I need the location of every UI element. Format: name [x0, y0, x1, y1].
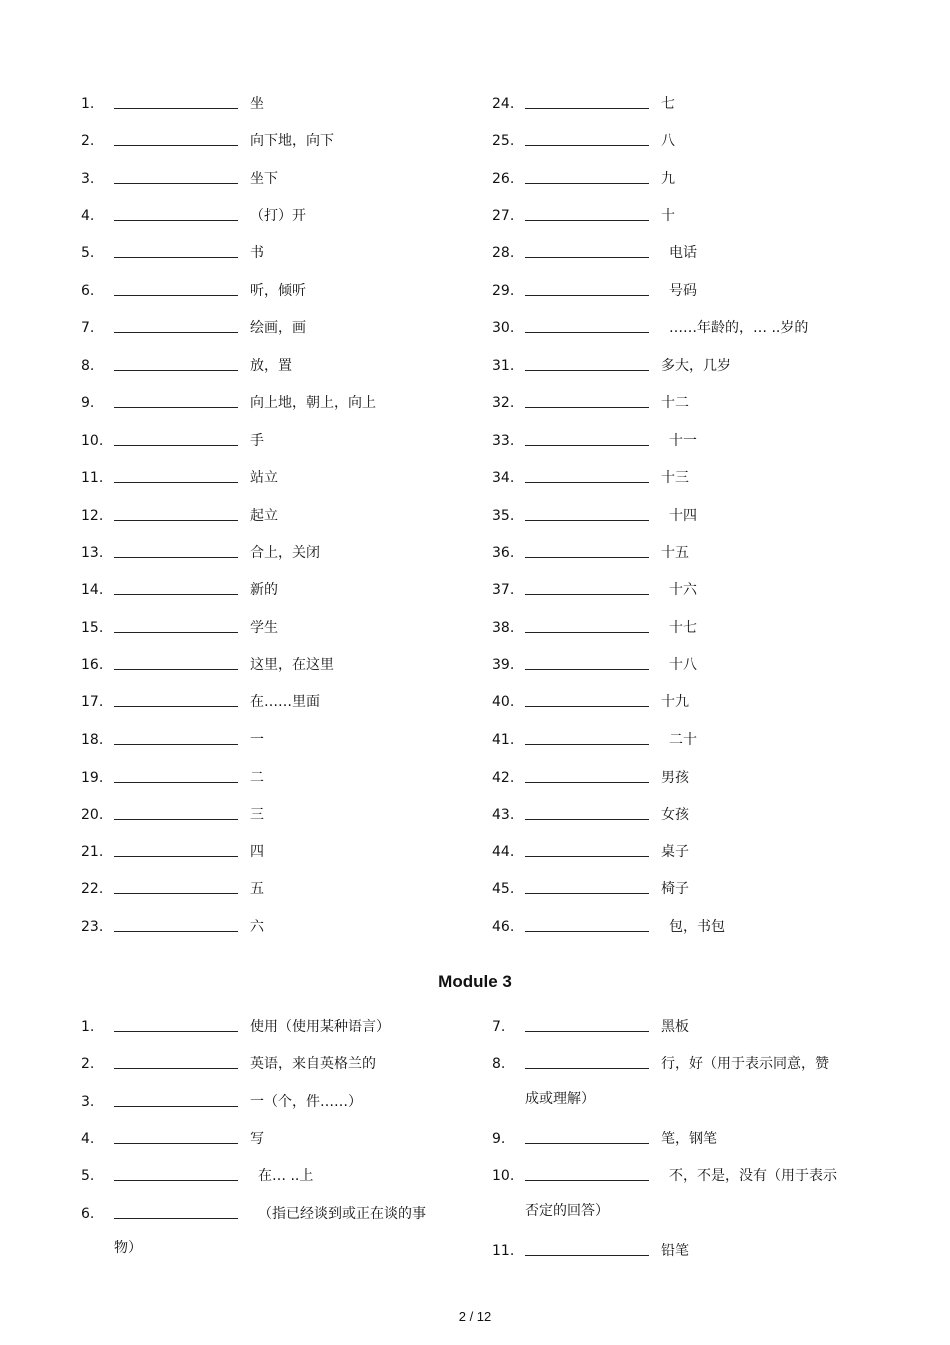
item-meaning: 黑板 [661, 1019, 689, 1035]
answer-blank[interactable] [114, 183, 238, 184]
item-meaning: 十 [661, 208, 675, 224]
item-number: 34. [492, 470, 515, 486]
item-meaning: 学生 [250, 620, 278, 636]
item-number: 19. [81, 770, 104, 786]
item-meaning: 坐下 [250, 171, 278, 187]
answer-blank[interactable] [114, 1106, 238, 1107]
answer-blank[interactable] [525, 594, 649, 595]
item-meaning: 合上，关闭 [250, 545, 320, 561]
answer-blank[interactable] [525, 819, 649, 820]
item-number: 22. [81, 881, 104, 897]
item-number: 21. [81, 844, 104, 860]
item-number: 10. [492, 1168, 515, 1184]
item-meaning: 在……里面 [250, 694, 320, 710]
item-number: 39. [492, 657, 515, 673]
item-meaning: （打）开 [250, 208, 306, 224]
item-number: 17. [81, 694, 104, 710]
item-number: 41. [492, 732, 515, 748]
answer-blank[interactable] [114, 1218, 238, 1219]
item-meaning: 三 [250, 807, 264, 823]
answer-blank[interactable] [525, 407, 649, 408]
answer-blank[interactable] [525, 744, 649, 745]
item-meaning: 使用（使用某种语言） [250, 1019, 390, 1035]
item-number: 10. [81, 433, 104, 449]
item-number: 30. [492, 320, 515, 336]
answer-blank[interactable] [525, 669, 649, 670]
item-meaning: 不，不是，没有（用于表示 [669, 1168, 837, 1184]
answer-blank[interactable] [114, 1068, 238, 1069]
item-number: 13. [81, 545, 104, 561]
item-number: 24. [492, 96, 515, 112]
item-meaning: 在… ..上 [258, 1168, 314, 1184]
item-number: 3. [81, 1094, 95, 1110]
item-meaning: 笔，钢笔 [661, 1131, 717, 1147]
answer-blank[interactable] [114, 1180, 238, 1181]
answer-blank[interactable] [525, 1143, 649, 1144]
item-number: 26. [492, 171, 515, 187]
item-meaning: 书 [250, 245, 264, 261]
answer-blank[interactable] [114, 482, 238, 483]
item-meaning: （指已经谈到或正在谈的事 [258, 1206, 426, 1222]
item-number: 5. [81, 245, 95, 261]
item-meaning: 铅笔 [661, 1243, 689, 1259]
item-meaning: 五 [250, 881, 264, 897]
item-meaning: 十七 [669, 620, 697, 636]
item-meaning: 这里，在这里 [250, 657, 334, 673]
answer-blank[interactable] [114, 407, 238, 408]
answer-blank[interactable] [525, 183, 649, 184]
item-meaning: 英语，来自英格兰的 [250, 1056, 376, 1072]
item-meaning: 二十 [669, 732, 697, 748]
item-number: 3. [81, 171, 95, 187]
answer-blank[interactable] [114, 632, 238, 633]
answer-blank[interactable] [114, 1143, 238, 1144]
item-number: 45. [492, 881, 515, 897]
answer-blank[interactable] [114, 744, 238, 745]
item-number: 32. [492, 395, 515, 411]
item-number: 7. [492, 1019, 506, 1035]
item-meaning: 起立 [250, 508, 278, 524]
item-number: 23. [81, 919, 104, 935]
item-meaning-continuation: 否定的回答） [525, 1203, 609, 1219]
answer-blank[interactable] [525, 1031, 649, 1032]
answer-blank[interactable] [114, 669, 238, 670]
item-number: 27. [492, 208, 515, 224]
item-meaning: 六 [250, 919, 264, 935]
answer-blank[interactable] [114, 594, 238, 595]
item-meaning: 十一 [669, 433, 697, 449]
item-meaning: 行，好（用于表示同意，赞 [661, 1056, 829, 1072]
item-number: 12. [81, 508, 104, 524]
answer-blank[interactable] [525, 220, 649, 221]
item-number: 2. [81, 133, 95, 149]
answer-blank[interactable] [114, 295, 238, 296]
item-meaning: 站立 [250, 470, 278, 486]
item-number: 33. [492, 433, 515, 449]
answer-blank[interactable] [525, 1255, 649, 1256]
item-number: 7. [81, 320, 95, 336]
item-number: 38. [492, 620, 515, 636]
answer-blank[interactable] [525, 370, 649, 371]
item-number: 6. [81, 283, 95, 299]
page-number: 2 / 12 [458, 1309, 492, 1324]
item-number: 14. [81, 582, 104, 598]
item-meaning: 女孩 [661, 807, 689, 823]
item-meaning: 桌子 [661, 844, 689, 860]
item-number: 11. [81, 470, 104, 486]
answer-blank[interactable] [525, 632, 649, 633]
answer-blank[interactable] [114, 893, 238, 894]
item-meaning: 听，倾听 [250, 283, 306, 299]
answer-blank[interactable] [114, 108, 238, 109]
item-number: 16. [81, 657, 104, 673]
item-meaning: 多大，几岁 [661, 358, 731, 374]
item-meaning: 坐 [250, 96, 264, 112]
answer-blank[interactable] [114, 706, 238, 707]
item-meaning-continuation: 成或理解） [525, 1091, 595, 1107]
item-number: 1. [81, 96, 95, 112]
item-number: 40. [492, 694, 515, 710]
item-number: 1. [81, 1019, 95, 1035]
item-number: 6. [81, 1206, 95, 1222]
answer-blank[interactable] [525, 108, 649, 109]
item-meaning: 绘画，画 [250, 320, 306, 336]
item-number: 2. [81, 1056, 95, 1072]
item-meaning: 十二 [661, 395, 689, 411]
item-number: 20. [81, 807, 104, 823]
answer-blank[interactable] [114, 220, 238, 221]
item-number: 31. [492, 358, 515, 374]
item-number: 8. [81, 358, 95, 374]
item-meaning: 向下地，向下 [250, 133, 334, 149]
answer-blank[interactable] [114, 257, 238, 258]
item-meaning: 十三 [661, 470, 689, 486]
item-number: 44. [492, 844, 515, 860]
answer-blank[interactable] [525, 482, 649, 483]
answer-blank[interactable] [525, 1180, 649, 1181]
item-meaning: 四 [250, 844, 264, 860]
item-meaning: 十六 [669, 582, 697, 598]
item-meaning: 男孩 [661, 770, 689, 786]
answer-blank[interactable] [114, 520, 238, 521]
item-meaning: 九 [661, 171, 675, 187]
item-meaning: 椅子 [661, 881, 689, 897]
answer-blank[interactable] [525, 856, 649, 857]
item-meaning: 七 [661, 96, 675, 112]
item-number: 42. [492, 770, 515, 786]
module-heading: Module 3 [438, 972, 512, 991]
answer-blank[interactable] [114, 782, 238, 783]
item-number: 5. [81, 1168, 95, 1184]
item-number: 35. [492, 508, 515, 524]
answer-blank[interactable] [525, 257, 649, 258]
item-meaning: 八 [661, 133, 675, 149]
answer-blank[interactable] [114, 931, 238, 932]
item-number: 25. [492, 133, 515, 149]
item-meaning: 向上地，朝上，向上 [250, 395, 376, 411]
item-meaning: 一 [250, 732, 264, 748]
answer-blank[interactable] [525, 520, 649, 521]
item-number: 15. [81, 620, 104, 636]
item-number: 29. [492, 283, 515, 299]
answer-blank[interactable] [525, 1068, 649, 1069]
item-meaning: 二 [250, 770, 264, 786]
answer-blank[interactable] [114, 370, 238, 371]
item-meaning-continuation: 物） [114, 1240, 142, 1256]
answer-blank[interactable] [114, 819, 238, 820]
item-meaning: 手 [250, 433, 264, 449]
item-number: 36. [492, 545, 515, 561]
answer-blank[interactable] [525, 893, 649, 894]
item-meaning: 新的 [250, 582, 278, 598]
item-meaning: 十四 [669, 508, 697, 524]
answer-blank[interactable] [525, 706, 649, 707]
item-number: 46. [492, 919, 515, 935]
item-number: 18. [81, 732, 104, 748]
item-meaning: 十五 [661, 545, 689, 561]
answer-blank[interactable] [114, 557, 238, 558]
answer-blank[interactable] [114, 145, 238, 146]
item-meaning: 一（个，件……） [250, 1094, 362, 1110]
answer-blank[interactable] [114, 445, 238, 446]
answer-blank[interactable] [525, 332, 649, 333]
answer-blank[interactable] [525, 557, 649, 558]
item-meaning: 电话 [669, 245, 697, 261]
item-number: 28. [492, 245, 515, 261]
answer-blank[interactable] [525, 295, 649, 296]
answer-blank[interactable] [525, 782, 649, 783]
item-number: 43. [492, 807, 515, 823]
item-number: 9. [81, 395, 95, 411]
answer-blank[interactable] [114, 856, 238, 857]
answer-blank[interactable] [525, 145, 649, 146]
item-meaning: 号码 [669, 283, 697, 299]
item-number: 8. [492, 1056, 506, 1072]
answer-blank[interactable] [114, 332, 238, 333]
item-meaning: 十八 [669, 657, 697, 673]
answer-blank[interactable] [114, 1031, 238, 1032]
item-number: 4. [81, 208, 95, 224]
item-number: 37. [492, 582, 515, 598]
item-meaning: ……年龄的，… ..岁的 [669, 320, 809, 336]
item-meaning: 放，置 [250, 358, 292, 374]
item-number: 4. [81, 1131, 95, 1147]
answer-blank[interactable] [525, 445, 649, 446]
answer-blank[interactable] [525, 931, 649, 932]
item-meaning: 写 [250, 1131, 264, 1147]
item-meaning: 包，书包 [669, 919, 725, 935]
item-number: 11. [492, 1243, 515, 1259]
item-number: 9. [492, 1131, 506, 1147]
item-meaning: 十九 [661, 694, 689, 710]
